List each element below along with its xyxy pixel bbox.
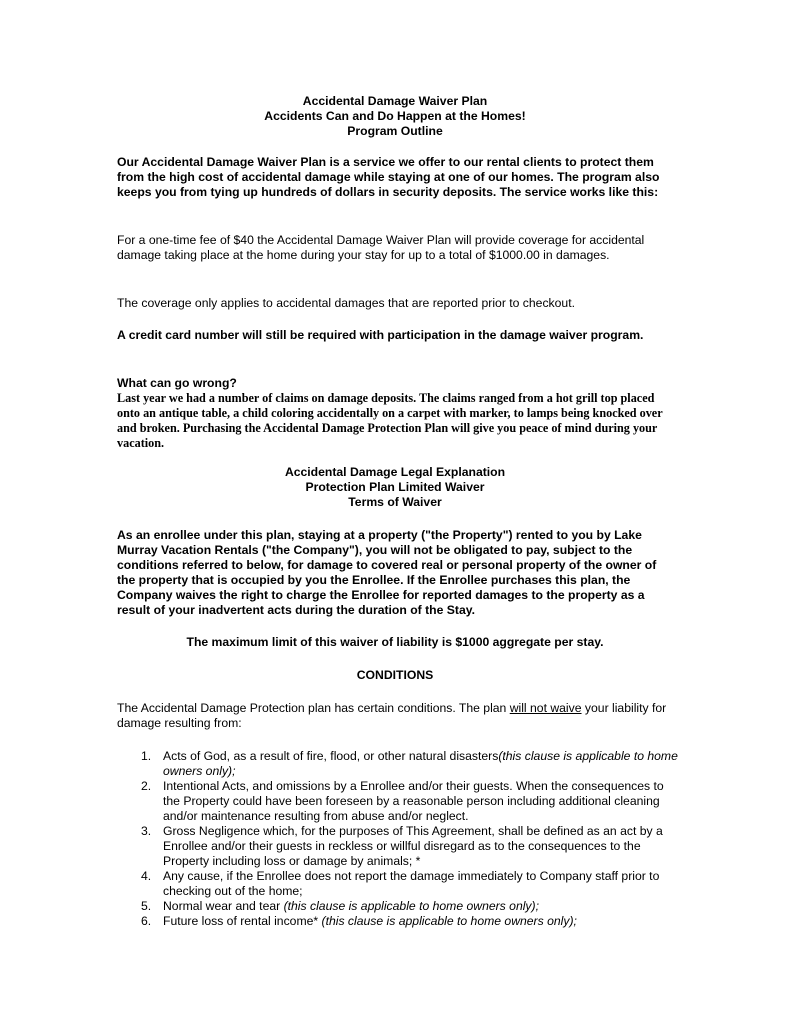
list-item: [117, 749, 683, 779]
conditions-list: [117, 749, 683, 929]
list-item-number: 3.: [141, 824, 152, 838]
conditions-intro: [117, 701, 677, 731]
list-item: [117, 914, 683, 929]
list-item-note: (this clause is applicable to home owners only);: [283, 899, 539, 913]
list-item-text: Intentional Acts, and omissions by a Enrollee and/or their guests. When the consequences to the Property could have been foreseen by a reasonable person including additional cleaning and/or maintenance resulting from abuse and/or neglect.: [163, 779, 664, 823]
coverage-paragraph: The coverage only applies to accidental damages that are reported prior to checkout.: [117, 296, 575, 310]
list-item: [117, 824, 683, 869]
list-item-number: 5.: [141, 899, 152, 913]
legal-subtitle: Protection Plan Limited Waiver: [305, 480, 485, 494]
document-subtitle: Program Outline: [347, 124, 443, 138]
list-item-text: Normal wear and tear: [163, 899, 284, 913]
max-limit-statement: The maximum limit of this waiver of liability is $1000 aggregate per stay.: [186, 635, 604, 649]
credit-card-paragraph: A credit card number will still be required with participation in the damage waiver program.: [117, 328, 644, 342]
what-can-go-wrong-section: [117, 376, 677, 451]
list-item-number: 6.: [141, 914, 152, 928]
legal-title: Accidental Damage Legal Explanation: [284, 465, 506, 479]
intro-paragraph: Our Accidental Damage Waiver Plan is a service we offer to our rental clients to protect them from the high cost of accidental damage while staying at one of our homes. The program also keeps you from tying up hundreds of dollars in security deposits. The service works like this:: [117, 155, 660, 199]
list-item-text: Future loss of rental income*: [163, 914, 322, 928]
list-item-text: Any cause, if the Enrollee does not report the damage immediately to Company staff prior to checking out of the home;: [163, 869, 660, 898]
list-item: [117, 899, 683, 914]
list-item: [117, 869, 683, 899]
document-title: Accidental Damage Waiver Plan: [302, 94, 488, 108]
legal-header: [117, 465, 673, 510]
document-tagline: Accidents Can and Do Happen at the Homes!: [264, 109, 526, 123]
conditions-intro-emphasis: will not waive: [509, 701, 582, 715]
conditions-heading: CONDITIONS: [356, 668, 434, 682]
legal-terms-title: Terms of Waiver: [348, 495, 442, 509]
list-item-number: 2.: [141, 779, 152, 793]
list-item-note: (this clause is applicable to home owners only);: [163, 749, 678, 778]
what-can-go-wrong-body: Last year we had a number of claims on damage deposits. The claims ranged from a hot grill top placed onto an antique table, a child coloring accidentally on a carpet with marker, to lamps being knocked over and broken. Purchasing the Accidental Damage Protection Plan will give you peace of mind during your vacation.: [117, 391, 663, 450]
enrollee-paragraph: As an enrollee under this plan, staying at a property ("the Property") rented to you by Lake Murray Vacation Rentals ("the Company"), you will not be obligated to pay, subject to the conditions referred to below, for damage to covered real or personal property of the owner of the property that is occupied by you the Enrollee. If the Enrollee purchases this plan, the Company waives the right to charge the Enrollee for reported damages to the property as a result of your inadvertent acts during the duration of the Stay.: [117, 528, 657, 617]
what-can-go-wrong-heading: What can go wrong?: [117, 376, 237, 390]
list-item-number: 1.: [141, 749, 152, 763]
list-item: [117, 779, 683, 824]
fee-paragraph: For a one-time fee of $40 the Accidental Damage Waiver Plan will provide coverage for accidental damage taking place at the home during your stay for up to a total of $1000.00 in damages.: [117, 233, 645, 262]
conditions-intro-text: The Accidental Damage Protection plan has certain conditions. The plan: [117, 701, 510, 715]
list-item-text: Acts of God, as a result of fire, flood, or other natural disasters: [163, 749, 499, 763]
conditions-intro-tail: your liability for damage resulting from:: [117, 701, 667, 730]
list-item-number: 4.: [141, 869, 152, 883]
document-header: [117, 94, 673, 139]
list-item-note: (this clause is applicable to home owners only);: [321, 914, 577, 928]
list-item-text: Gross Negligence which, for the purposes of This Agreement, shall be defined as an act by a Enrollee and/or their guests in reckless or willful disregard as to the consequences to the Property including loss or damage by animals; *: [163, 824, 663, 868]
